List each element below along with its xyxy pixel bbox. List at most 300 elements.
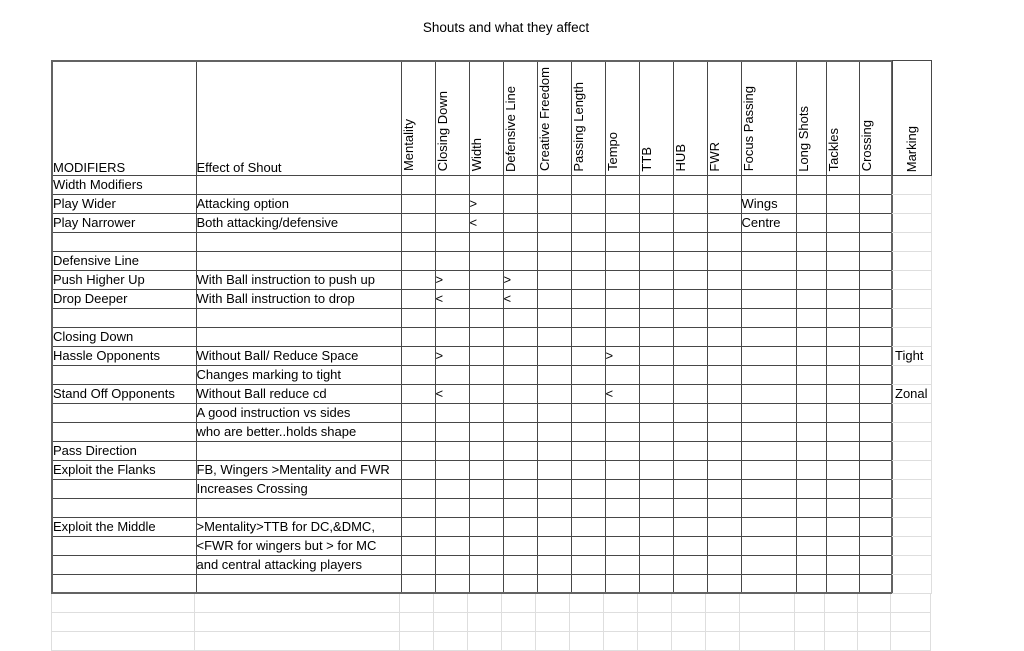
marking-cell[interactable] xyxy=(892,480,932,499)
effect-cell[interactable]: who are better..holds shape xyxy=(196,422,401,441)
stat-cell-creative-freedom[interactable] xyxy=(537,308,571,327)
stat-cell-hub[interactable] xyxy=(673,479,707,498)
effect-cell[interactable]: Changes marking to tight xyxy=(196,365,401,384)
stat-cell-mentality[interactable] xyxy=(401,422,435,441)
stat-cell-tempo[interactable] xyxy=(605,175,639,194)
stat-cell-defensive-line[interactable] xyxy=(503,365,537,384)
stat-cell-mentality[interactable] xyxy=(401,384,435,403)
stat-cell-mentality[interactable] xyxy=(401,232,435,251)
stat-cell-closing-down[interactable] xyxy=(435,327,469,346)
stat-cell-tackles[interactable] xyxy=(826,289,859,308)
stat-cell-hub[interactable] xyxy=(673,536,707,555)
stat-cell-width[interactable] xyxy=(469,517,503,536)
stat-cell-creative-freedom[interactable] xyxy=(537,536,571,555)
marking-cell[interactable] xyxy=(892,442,932,461)
stat-cell-long-shots[interactable] xyxy=(796,536,826,555)
stat-cell-defensive-line[interactable] xyxy=(503,555,537,574)
stat-cell-width[interactable] xyxy=(469,498,503,517)
stat-cell-passing-length[interactable] xyxy=(571,308,605,327)
stat-cell-width[interactable] xyxy=(469,232,503,251)
stat-cell-long-shots[interactable] xyxy=(796,365,826,384)
marking-cell[interactable] xyxy=(892,252,932,271)
stat-cell-mentality[interactable] xyxy=(401,498,435,517)
stat-cell-closing-down[interactable] xyxy=(435,194,469,213)
stat-cell-defensive-line[interactable] xyxy=(503,194,537,213)
stat-cell-fwr[interactable] xyxy=(707,441,741,460)
stat-cell-tackles[interactable] xyxy=(826,251,859,270)
stat-cell-crossing[interactable] xyxy=(859,536,892,555)
stat-cell-defensive-line[interactable] xyxy=(503,536,537,555)
stat-cell-closing-down[interactable] xyxy=(435,574,469,593)
stat-cell-passing-length[interactable] xyxy=(571,403,605,422)
stat-cell-passing-length[interactable] xyxy=(571,175,605,194)
stat-cell-creative-freedom[interactable] xyxy=(537,270,571,289)
stat-cell-mentality[interactable] xyxy=(401,555,435,574)
stat-cell-tackles[interactable] xyxy=(826,498,859,517)
stat-cell-long-shots[interactable] xyxy=(796,232,826,251)
stat-cell-ttb[interactable] xyxy=(639,422,673,441)
stat-cell-defensive-line[interactable] xyxy=(503,574,537,593)
stat-cell-long-shots[interactable] xyxy=(796,251,826,270)
stat-cell-closing-down[interactable] xyxy=(435,403,469,422)
marking-cell[interactable] xyxy=(892,195,932,214)
stat-cell-creative-freedom[interactable] xyxy=(537,289,571,308)
stat-cell-focus-passing[interactable] xyxy=(741,384,796,403)
stat-cell-creative-freedom[interactable] xyxy=(537,517,571,536)
marking-cell[interactable] xyxy=(892,461,932,480)
marking-cell[interactable] xyxy=(892,328,932,347)
stat-cell-crossing[interactable] xyxy=(859,346,892,365)
stat-cell-tempo[interactable] xyxy=(605,517,639,536)
stat-cell-crossing[interactable] xyxy=(859,365,892,384)
stat-cell-closing-down[interactable] xyxy=(435,441,469,460)
marking-cell[interactable] xyxy=(892,233,932,252)
stat-cell-hub[interactable] xyxy=(673,498,707,517)
stat-cell-tempo[interactable] xyxy=(605,460,639,479)
stat-cell-tackles[interactable] xyxy=(826,422,859,441)
stat-cell-crossing[interactable] xyxy=(859,422,892,441)
stat-cell-closing-down[interactable] xyxy=(435,232,469,251)
stat-cell-hub[interactable] xyxy=(673,574,707,593)
column-header-mentality[interactable] xyxy=(401,61,435,175)
modifier-cell[interactable]: Drop Deeper xyxy=(52,289,196,308)
marking-cell[interactable] xyxy=(892,518,932,537)
effect-cell[interactable]: A good instruction vs sides xyxy=(196,403,401,422)
stat-cell-passing-length[interactable] xyxy=(571,536,605,555)
stat-cell-fwr[interactable] xyxy=(707,251,741,270)
column-header-tackles[interactable] xyxy=(826,61,859,175)
stat-cell-creative-freedom[interactable] xyxy=(537,327,571,346)
modifier-cell[interactable]: Closing Down xyxy=(52,327,196,346)
stat-cell-creative-freedom[interactable] xyxy=(537,194,571,213)
stat-cell-ttb[interactable] xyxy=(639,308,673,327)
modifier-cell[interactable]: Play Narrower xyxy=(52,213,196,232)
modifiers-header[interactable]: MODIFIERS xyxy=(52,61,196,175)
stat-cell-crossing[interactable] xyxy=(859,232,892,251)
stat-cell-tackles[interactable] xyxy=(826,384,859,403)
stat-cell-passing-length[interactable] xyxy=(571,517,605,536)
stat-cell-closing-down[interactable] xyxy=(435,536,469,555)
modifier-cell[interactable]: Pass Direction xyxy=(52,441,196,460)
stat-cell-mentality[interactable] xyxy=(401,517,435,536)
stat-cell-width[interactable] xyxy=(469,555,503,574)
effect-cell[interactable]: and central attacking players xyxy=(196,555,401,574)
effect-cell[interactable] xyxy=(196,175,401,194)
stat-cell-hub[interactable] xyxy=(673,460,707,479)
marking-cell[interactable] xyxy=(892,575,932,594)
effect-cell[interactable] xyxy=(196,327,401,346)
stat-cell-tempo[interactable] xyxy=(605,308,639,327)
stat-cell-ttb[interactable] xyxy=(639,365,673,384)
stat-cell-hub[interactable] xyxy=(673,308,707,327)
stat-cell-tempo[interactable] xyxy=(605,574,639,593)
stat-cell-passing-length[interactable] xyxy=(571,365,605,384)
stat-cell-defensive-line[interactable] xyxy=(503,327,537,346)
column-header-fwr[interactable] xyxy=(707,61,741,175)
marking-cell[interactable] xyxy=(892,366,932,385)
stat-cell-focus-passing[interactable]: Centre xyxy=(741,213,796,232)
stat-cell-tempo[interactable] xyxy=(605,270,639,289)
modifier-cell[interactable]: Stand Off Opponents xyxy=(52,384,196,403)
stat-cell-fwr[interactable] xyxy=(707,536,741,555)
column-header-long-shots[interactable] xyxy=(796,61,826,175)
stat-cell-width[interactable] xyxy=(469,346,503,365)
stat-cell-tackles[interactable] xyxy=(826,308,859,327)
stat-cell-crossing[interactable] xyxy=(859,479,892,498)
stat-cell-defensive-line[interactable] xyxy=(503,308,537,327)
stat-cell-ttb[interactable] xyxy=(639,555,673,574)
stat-cell-width[interactable] xyxy=(469,536,503,555)
marking-cell[interactable] xyxy=(892,499,932,518)
stat-cell-fwr[interactable] xyxy=(707,289,741,308)
modifier-cell[interactable] xyxy=(52,403,196,422)
stat-cell-mentality[interactable] xyxy=(401,536,435,555)
stat-cell-width[interactable]: > xyxy=(469,194,503,213)
stat-cell-defensive-line[interactable] xyxy=(503,213,537,232)
stat-cell-creative-freedom[interactable] xyxy=(537,175,571,194)
stat-cell-fwr[interactable] xyxy=(707,574,741,593)
stat-cell-passing-length[interactable] xyxy=(571,194,605,213)
stat-cell-focus-passing[interactable] xyxy=(741,365,796,384)
stat-cell-crossing[interactable] xyxy=(859,289,892,308)
stat-cell-crossing[interactable] xyxy=(859,213,892,232)
stat-cell-fwr[interactable] xyxy=(707,194,741,213)
stat-cell-crossing[interactable] xyxy=(859,555,892,574)
marking-cell[interactable] xyxy=(892,176,932,195)
stat-cell-tackles[interactable] xyxy=(826,365,859,384)
stat-cell-long-shots[interactable] xyxy=(796,574,826,593)
stat-cell-closing-down[interactable] xyxy=(435,251,469,270)
stat-cell-tempo[interactable] xyxy=(605,365,639,384)
stat-cell-ttb[interactable] xyxy=(639,498,673,517)
stat-cell-ttb[interactable] xyxy=(639,403,673,422)
stat-cell-width[interactable] xyxy=(469,251,503,270)
stat-cell-crossing[interactable] xyxy=(859,270,892,289)
stat-cell-tackles[interactable] xyxy=(826,574,859,593)
stat-cell-crossing[interactable] xyxy=(859,175,892,194)
stat-cell-defensive-line[interactable] xyxy=(503,251,537,270)
stat-cell-fwr[interactable] xyxy=(707,498,741,517)
stat-cell-width[interactable] xyxy=(469,289,503,308)
stat-cell-width[interactable] xyxy=(469,175,503,194)
stat-cell-tempo[interactable] xyxy=(605,194,639,213)
column-header-defensive-line[interactable] xyxy=(503,61,537,175)
stat-cell-tackles[interactable] xyxy=(826,194,859,213)
column-header-focus-passing[interactable] xyxy=(741,61,796,175)
stat-cell-passing-length[interactable] xyxy=(571,270,605,289)
stat-cell-defensive-line[interactable] xyxy=(503,422,537,441)
stat-cell-passing-length[interactable] xyxy=(571,441,605,460)
column-header-tempo[interactable] xyxy=(605,61,639,175)
stat-cell-defensive-line[interactable] xyxy=(503,498,537,517)
modifier-cell[interactable]: Push Higher Up xyxy=(52,270,196,289)
effect-cell[interactable]: Without Ball reduce cd xyxy=(196,384,401,403)
stat-cell-creative-freedom[interactable] xyxy=(537,403,571,422)
modifier-cell[interactable] xyxy=(52,365,196,384)
stat-cell-tempo[interactable] xyxy=(605,403,639,422)
stat-cell-defensive-line[interactable] xyxy=(503,232,537,251)
stat-cell-ttb[interactable] xyxy=(639,289,673,308)
stat-cell-long-shots[interactable] xyxy=(796,422,826,441)
stat-cell-tempo[interactable] xyxy=(605,441,639,460)
stat-cell-hub[interactable] xyxy=(673,346,707,365)
stat-cell-closing-down[interactable] xyxy=(435,308,469,327)
column-header-hub[interactable] xyxy=(673,61,707,175)
stat-cell-tackles[interactable] xyxy=(826,213,859,232)
stat-cell-fwr[interactable] xyxy=(707,232,741,251)
stat-cell-ttb[interactable] xyxy=(639,460,673,479)
stat-cell-long-shots[interactable] xyxy=(796,460,826,479)
effect-cell[interactable]: Increases Crossing xyxy=(196,479,401,498)
marking-cell[interactable] xyxy=(892,404,932,423)
stat-cell-tackles[interactable] xyxy=(826,555,859,574)
marking-cell[interactable]: Tight xyxy=(892,347,932,366)
stat-cell-fwr[interactable] xyxy=(707,270,741,289)
stat-cell-long-shots[interactable] xyxy=(796,555,826,574)
effect-cell[interactable]: With Ball instruction to push up xyxy=(196,270,401,289)
stat-cell-long-shots[interactable] xyxy=(796,517,826,536)
stat-cell-fwr[interactable] xyxy=(707,403,741,422)
stat-cell-tempo[interactable] xyxy=(605,536,639,555)
stat-cell-focus-passing[interactable] xyxy=(741,175,796,194)
stat-cell-hub[interactable] xyxy=(673,403,707,422)
stat-cell-closing-down[interactable] xyxy=(435,213,469,232)
stat-cell-width[interactable] xyxy=(469,308,503,327)
stat-cell-passing-length[interactable] xyxy=(571,213,605,232)
stat-cell-ttb[interactable] xyxy=(639,327,673,346)
stat-cell-width[interactable] xyxy=(469,422,503,441)
stat-cell-focus-passing[interactable] xyxy=(741,460,796,479)
stat-cell-ttb[interactable] xyxy=(639,346,673,365)
stat-cell-long-shots[interactable] xyxy=(796,403,826,422)
stat-cell-mentality[interactable] xyxy=(401,194,435,213)
effect-cell[interactable] xyxy=(196,232,401,251)
stat-cell-hub[interactable] xyxy=(673,365,707,384)
stat-cell-creative-freedom[interactable] xyxy=(537,460,571,479)
stat-cell-defensive-line[interactable] xyxy=(503,384,537,403)
stat-cell-mentality[interactable] xyxy=(401,251,435,270)
stat-cell-closing-down[interactable] xyxy=(435,460,469,479)
stat-cell-hub[interactable] xyxy=(673,213,707,232)
stat-cell-width[interactable]: < xyxy=(469,213,503,232)
stat-cell-mentality[interactable] xyxy=(401,346,435,365)
modifier-cell[interactable] xyxy=(52,498,196,517)
stat-cell-passing-length[interactable] xyxy=(571,555,605,574)
stat-cell-tackles[interactable] xyxy=(826,536,859,555)
stat-cell-crossing[interactable] xyxy=(859,441,892,460)
stat-cell-width[interactable] xyxy=(469,460,503,479)
stat-cell-closing-down[interactable] xyxy=(435,422,469,441)
stat-cell-focus-passing[interactable] xyxy=(741,289,796,308)
stat-cell-hub[interactable] xyxy=(673,384,707,403)
stat-cell-creative-freedom[interactable] xyxy=(537,574,571,593)
marking-cell[interactable] xyxy=(892,290,932,309)
stat-cell-tackles[interactable] xyxy=(826,232,859,251)
stat-cell-tackles[interactable] xyxy=(826,403,859,422)
stat-cell-fwr[interactable] xyxy=(707,175,741,194)
stat-cell-long-shots[interactable] xyxy=(796,498,826,517)
stat-cell-mentality[interactable] xyxy=(401,403,435,422)
stat-cell-crossing[interactable] xyxy=(859,460,892,479)
stat-cell-crossing[interactable] xyxy=(859,574,892,593)
marking-cell[interactable] xyxy=(892,423,932,442)
stat-cell-tackles[interactable] xyxy=(826,270,859,289)
stat-cell-crossing[interactable] xyxy=(859,251,892,270)
stat-cell-ttb[interactable] xyxy=(639,441,673,460)
stat-cell-tackles[interactable] xyxy=(826,441,859,460)
stat-cell-creative-freedom[interactable] xyxy=(537,365,571,384)
effect-cell[interactable]: Both attacking/defensive xyxy=(196,213,401,232)
stat-cell-crossing[interactable] xyxy=(859,403,892,422)
stat-cell-long-shots[interactable] xyxy=(796,194,826,213)
stat-cell-crossing[interactable] xyxy=(859,327,892,346)
stat-cell-long-shots[interactable] xyxy=(796,346,826,365)
modifier-cell[interactable] xyxy=(52,422,196,441)
modifier-cell[interactable] xyxy=(52,574,196,593)
modifier-cell[interactable]: Play Wider xyxy=(52,194,196,213)
stat-cell-focus-passing[interactable] xyxy=(741,422,796,441)
stat-cell-hub[interactable] xyxy=(673,175,707,194)
stat-cell-hub[interactable] xyxy=(673,327,707,346)
stat-cell-hub[interactable] xyxy=(673,251,707,270)
stat-cell-tempo[interactable] xyxy=(605,422,639,441)
modifier-cell[interactable]: Defensive Line xyxy=(52,251,196,270)
effect-cell[interactable]: With Ball instruction to drop xyxy=(196,289,401,308)
stat-cell-hub[interactable] xyxy=(673,441,707,460)
marking-cell[interactable] xyxy=(892,537,932,556)
stat-cell-focus-passing[interactable] xyxy=(741,517,796,536)
modifier-cell[interactable]: Hassle Opponents xyxy=(52,346,196,365)
stat-cell-tempo[interactable] xyxy=(605,251,639,270)
marking-cell[interactable] xyxy=(892,556,932,575)
stat-cell-width[interactable] xyxy=(469,479,503,498)
stat-cell-fwr[interactable] xyxy=(707,365,741,384)
stat-cell-long-shots[interactable] xyxy=(796,289,826,308)
stat-cell-creative-freedom[interactable] xyxy=(537,479,571,498)
stat-cell-fwr[interactable] xyxy=(707,213,741,232)
stat-cell-creative-freedom[interactable] xyxy=(537,498,571,517)
stat-cell-hub[interactable] xyxy=(673,270,707,289)
stat-cell-defensive-line[interactable] xyxy=(503,460,537,479)
stat-cell-tempo[interactable] xyxy=(605,327,639,346)
stat-cell-hub[interactable] xyxy=(673,289,707,308)
modifier-cell[interactable]: Exploit the Flanks xyxy=(52,460,196,479)
stat-cell-fwr[interactable] xyxy=(707,517,741,536)
stat-cell-ttb[interactable] xyxy=(639,194,673,213)
stat-cell-closing-down[interactable] xyxy=(435,517,469,536)
marking-cell[interactable]: Zonal xyxy=(892,385,932,404)
stat-cell-defensive-line[interactable] xyxy=(503,175,537,194)
stat-cell-closing-down[interactable] xyxy=(435,555,469,574)
column-header-width[interactable] xyxy=(469,61,503,175)
stat-cell-crossing[interactable] xyxy=(859,308,892,327)
stat-cell-focus-passing[interactable] xyxy=(741,251,796,270)
effect-cell[interactable]: Attacking option xyxy=(196,194,401,213)
stat-cell-tempo[interactable] xyxy=(605,213,639,232)
stat-cell-closing-down[interactable]: > xyxy=(435,346,469,365)
stat-cell-fwr[interactable] xyxy=(707,460,741,479)
stat-cell-mentality[interactable] xyxy=(401,365,435,384)
stat-cell-width[interactable] xyxy=(469,384,503,403)
stat-cell-passing-length[interactable] xyxy=(571,574,605,593)
stat-cell-long-shots[interactable] xyxy=(796,384,826,403)
stat-cell-tackles[interactable] xyxy=(826,479,859,498)
stat-cell-long-shots[interactable] xyxy=(796,327,826,346)
stat-cell-focus-passing[interactable] xyxy=(741,308,796,327)
stat-cell-hub[interactable] xyxy=(673,194,707,213)
modifier-cell[interactable] xyxy=(52,536,196,555)
stat-cell-mentality[interactable] xyxy=(401,460,435,479)
stat-cell-focus-passing[interactable] xyxy=(741,327,796,346)
marking-cell[interactable] xyxy=(892,309,932,328)
marking-cell[interactable] xyxy=(892,271,932,290)
stat-cell-ttb[interactable] xyxy=(639,517,673,536)
stat-cell-hub[interactable] xyxy=(673,232,707,251)
stat-cell-creative-freedom[interactable] xyxy=(537,232,571,251)
modifier-cell[interactable] xyxy=(52,479,196,498)
stat-cell-mentality[interactable] xyxy=(401,289,435,308)
stat-cell-passing-length[interactable] xyxy=(571,232,605,251)
stat-cell-defensive-line[interactable] xyxy=(503,403,537,422)
stat-cell-closing-down[interactable]: < xyxy=(435,384,469,403)
stat-cell-tempo[interactable]: < xyxy=(605,384,639,403)
stat-cell-creative-freedom[interactable] xyxy=(537,441,571,460)
stat-cell-defensive-line[interactable] xyxy=(503,479,537,498)
stat-cell-mentality[interactable] xyxy=(401,441,435,460)
column-header-ttb[interactable] xyxy=(639,61,673,175)
stat-cell-width[interactable] xyxy=(469,365,503,384)
stat-cell-long-shots[interactable] xyxy=(796,175,826,194)
stat-cell-mentality[interactable] xyxy=(401,270,435,289)
stat-cell-mentality[interactable] xyxy=(401,574,435,593)
stat-cell-tackles[interactable] xyxy=(826,327,859,346)
stat-cell-width[interactable] xyxy=(469,441,503,460)
stat-cell-passing-length[interactable] xyxy=(571,460,605,479)
stat-cell-fwr[interactable] xyxy=(707,384,741,403)
stat-cell-crossing[interactable] xyxy=(859,517,892,536)
stat-cell-hub[interactable] xyxy=(673,555,707,574)
effect-cell[interactable]: >Mentality>TTB for DC,&DMC, xyxy=(196,517,401,536)
stat-cell-creative-freedom[interactable] xyxy=(537,251,571,270)
stat-cell-focus-passing[interactable] xyxy=(741,270,796,289)
stat-cell-tempo[interactable] xyxy=(605,498,639,517)
stat-cell-long-shots[interactable] xyxy=(796,270,826,289)
stat-cell-ttb[interactable] xyxy=(639,232,673,251)
stat-cell-ttb[interactable] xyxy=(639,213,673,232)
stat-cell-focus-passing[interactable] xyxy=(741,441,796,460)
effect-cell[interactable] xyxy=(196,308,401,327)
column-header-creative-freedom[interactable] xyxy=(537,61,571,175)
